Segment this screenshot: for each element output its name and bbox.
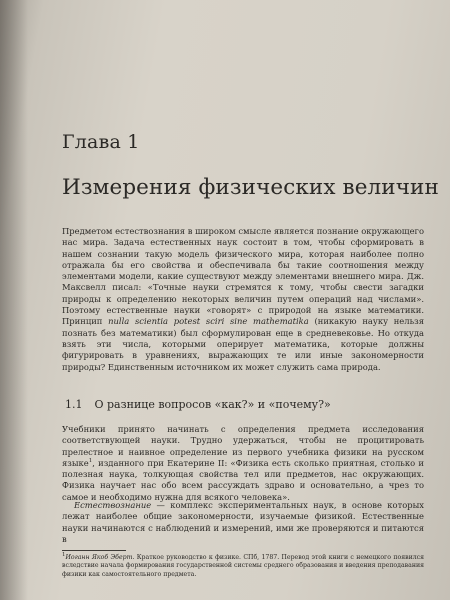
- section-number: 1.1: [65, 398, 83, 411]
- intro-text-1: Предметом естествознания в широком смысле является познание окружающего нас мира. Задача естественных наук состоит в том, чтобы сформировать в нашем сознании такую модель физического мира, которая наиболее полно отражала бы его свойства и обеспечивала бы такие соотношения между элементами модели, какие существуют между элементами внешнего мира. Дж. Максвелл писал: «Точные науки стремятся к тому, чтобы свести загадки природы к определению некоторых величин путем операций над числами». Поэтому естественные науки «говорят» с природой на языке математики. Принцип: [62, 226, 424, 327]
- footnote: [62, 551, 425, 579]
- section-para-1-text-2: , изданного при Екатерине II: «Физика есть сколько приятная, столько и полезная наука, толкующая свойства тел или предметов, нас окружающих. Физика научает нас обо всем рассуждать здраво и основательно, а чрез то самое и необходимо нужна для всякого человека».: [62, 457, 424, 502]
- section-para-1-text-1: Учебники принято начинать с определения предмета исследования соответствующей науки. Трудно удержаться, чтобы не процитировать прелестное и наивное определение из первого учебника физики на русском языке: [62, 424, 424, 468]
- footnote-text: . Краткое руководство к физике. СПб, 1787. Перевод этой книги с немецкого появился вследствие начала формирования государственной системы среднего образования и введения преподавания физики как самостоятельного предмета.: [62, 554, 425, 578]
- section-paragraph-2: [62, 500, 424, 545]
- term-natural-science: Естествознание: [74, 500, 152, 510]
- footnote-reference: 1: [88, 458, 93, 465]
- section-paragraph-1: [62, 424, 424, 503]
- latin-phrase: nulla scientia potest sciri sine mathematika: [108, 316, 309, 327]
- intro-text-2: (никакую науку нельзя познать без математики) был сформулирован еще в средневековье. Но откуда взять эти числа, которыми оперирует математика, которые должны фигурировать в уравнениях, выражающих те или иные закономерности природы? Единственным источником их может служить сама природа.: [62, 316, 424, 372]
- footnote-divider: [62, 550, 126, 551]
- footnote-marker: 1: [62, 551, 66, 558]
- intro-paragraph: [62, 226, 424, 373]
- page-binding-shadow: [0, 0, 28, 600]
- chapter-title: Измерения физических величин: [62, 175, 439, 200]
- section-para-2-text: — комплекс экспериментальных наук, в основе которых лежат наиболее общие закономерности, изучаемые физикой. Естественные науки начинаются с наблюдений и измерений, ими же проверяются и питаются в: [62, 500, 424, 544]
- section-title: О разнице вопросов «как?» и «почему?»: [94, 398, 331, 411]
- footnote-author: Иоганн Якоб Эберт: [65, 554, 133, 561]
- chapter-label: Глава 1: [62, 131, 140, 153]
- section-heading: [65, 398, 331, 411]
